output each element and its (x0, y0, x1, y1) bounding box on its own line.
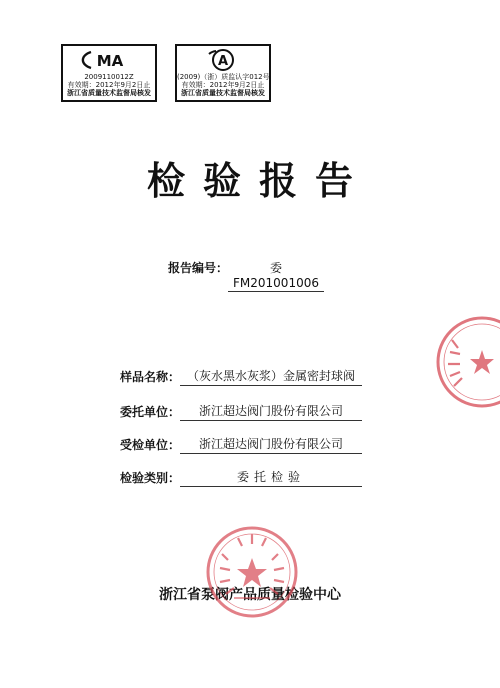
document-title: 检验报告 (146, 158, 371, 203)
inspected-unit-row (120, 436, 343, 453)
inspection-type-label: 检验类别： (120, 471, 181, 485)
cma-issuer: 浙江省质量技术监督局核发 (67, 89, 151, 97)
cal-logo (177, 48, 269, 72)
client-label: 委托单位： (120, 405, 181, 419)
sample-name-value: （灰水黑水灰浆）金属密封球阀 (180, 367, 362, 386)
client-value: 浙江超达阀门股份有限公司 (180, 402, 362, 421)
cma-certification-mark (61, 44, 157, 102)
issuer-name: 浙江省泵阀产品质量检验中心 (159, 587, 341, 603)
official-seal-right (428, 312, 500, 412)
svg-text:A: A (217, 54, 229, 69)
cal-number: (2009)（浙）质监认字012号 (177, 73, 270, 81)
inspected-unit-value: 浙江超达阀门股份有限公司 (180, 435, 362, 454)
cma-validity: 有效期：2012年9月2日止 (67, 81, 151, 89)
sample-name-row (120, 368, 355, 385)
cma-number: 2009110012Z (84, 73, 134, 81)
inspection-type-row (120, 469, 305, 486)
report-number-value: 委FM201001006 (228, 259, 324, 292)
cal-validity: 有效期：2012年9月2日止 (181, 81, 265, 89)
cal-issuer: 浙江省质量技术监督局核发 (181, 89, 265, 97)
client-row (120, 403, 343, 420)
report-number-row (168, 259, 319, 290)
report-number-label: 报告编号： (168, 261, 229, 275)
inspected-unit-label: 受检单位： (120, 438, 181, 452)
cma-logo (63, 48, 155, 72)
cal-certification-mark (175, 44, 271, 102)
svg-text:MA: MA (96, 52, 124, 70)
sample-name-label: 样品名称： (120, 370, 181, 384)
inspection-type-value: 委托检验 (180, 468, 362, 487)
official-seal-center (204, 524, 300, 620)
